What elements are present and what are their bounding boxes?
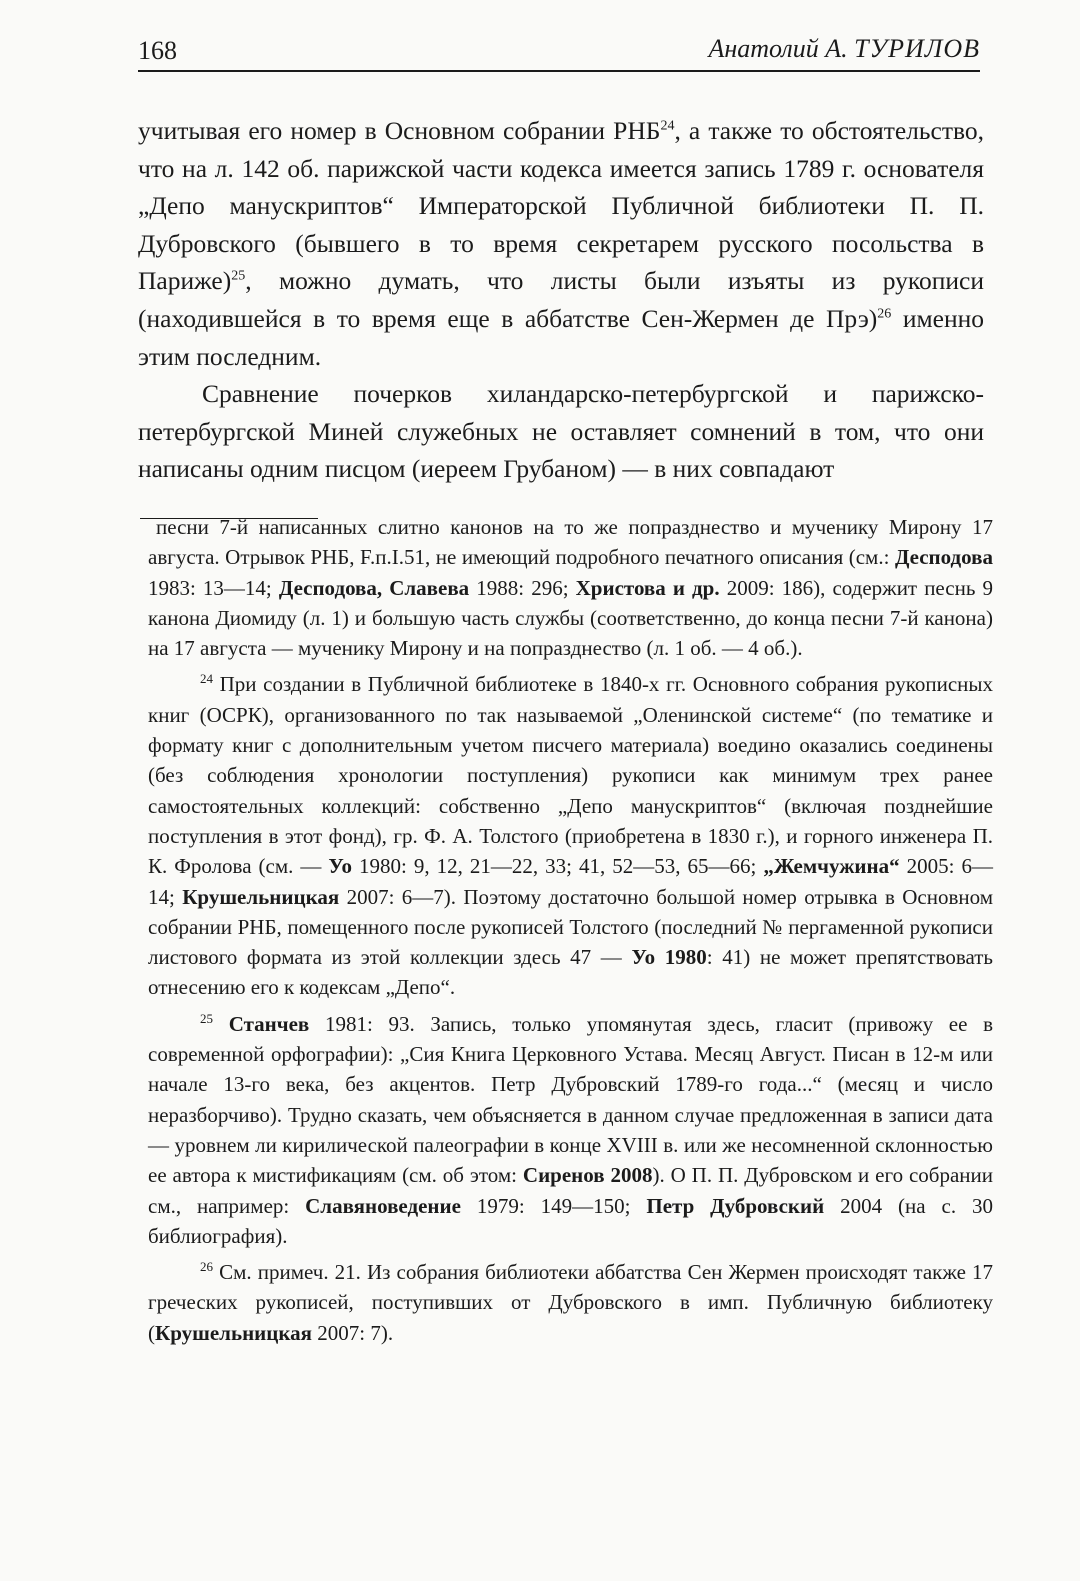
text-run: 1979: 149—150; (460, 1193, 647, 1218)
text-run: 2007: 7). (312, 1320, 394, 1345)
citation: Петр Дубровский (646, 1193, 825, 1218)
footnote-number: 24 (200, 671, 214, 687)
citation: Десподова (894, 545, 993, 570)
citation: Славяноведение (305, 1193, 461, 1218)
text-run: 1983: 13—14; (148, 575, 279, 600)
text-run: учитывая его номер в Основном собрании РНБ (138, 116, 661, 145)
citation: Уо 1980 (631, 945, 707, 970)
citation: Сиренов 2008 (522, 1163, 653, 1188)
paragraph-1 (138, 112, 984, 375)
text-run: 2005: 6—14; (148, 854, 993, 909)
text-run: 2004 (на с. 30 библиография). (148, 1193, 994, 1248)
text-run: песни 7-й написанных слитно канонов на то же попразднество и мученику Мирону 17 августа. Отрывок РНБ, F.п.I.51, не имеющий подробного печатного описания (см.: (148, 515, 993, 570)
text-run: 2009: 186), содержит песнь 9 канона Диомиду (л. 1) и большую часть службы (соответственно, до конца песни 7-й канона) на 17 августа — мученику Мирону и на попразднество (л. 1 об. — 4 об.). (148, 575, 994, 661)
text-run: , можно думать, что листы были изъяты из рукописи (находившейся в то время еще в аббатстве Сен-Жермен де Прэ) (138, 266, 984, 333)
footnote-26 (148, 1257, 993, 1348)
footnotes (148, 512, 993, 1354)
footnote-continuation (148, 512, 993, 663)
citation: Станчев (213, 1011, 310, 1036)
running-header (138, 22, 980, 72)
citation: „Жемчужина“ (763, 854, 900, 879)
author-surname: ТУРИЛОВ (854, 34, 980, 63)
running-head-author (708, 34, 980, 64)
paragraph-2: Сравнение почерков хиландарско-петербургской и парижско-петербургской Миней служебных не оставляет сомнений в том, что они написаны одним писцом (иереем Грубаном) — в них совпадают (138, 379, 984, 484)
footnote-number: 26 (200, 1259, 214, 1275)
citation: Крушельницкая (155, 1320, 313, 1345)
citation: Десподова, Славева (278, 575, 470, 600)
footnote-24 (148, 669, 993, 1002)
text-run: См. примеч. 21. Из собрания библиотеки аббатства Сен Жермен происходят также 17 греческих рукописей, поступивших от Дубровского в имп. Публичную библиотеку ( (148, 1260, 993, 1345)
footnote-ref-24: 24 (660, 118, 675, 134)
text-run: ). О П. П. Дубровском и его собрании см., например: (148, 1163, 993, 1218)
text-run: , а также то обстоятельство, что на л. 142 об. парижской части кодекса имеется запись 1789 г. основателя „Депо манускриптов“ Императорской Публичной библиотеки П. П. Дубровского (бывшего в то время секретарем русского посольства в Париже) (138, 116, 984, 296)
footnote-ref-25: 25 (231, 268, 246, 284)
citation: Уо (328, 854, 353, 879)
text-run: 1981: 93. Запись, только упомянутая здесь, гласит (привожу ее в современной орфографии): „Сия Книга Церковного Устава. Месяц Август. Писан в 12-м или начале 13-го века, без акцентов. Петр Дубровский 1789-го года...“ (месяц и число неразборчиво). Трудно сказать, чем объясняется в данном случае предложенная в записи дата — уровнем ли кирилической палеографии в конце XVIII в. или же несомненной склонностью ее автора к мистификациям (см. об этом: (148, 1011, 993, 1188)
footnote-25 (148, 1009, 993, 1251)
citation: Крушельницкая (182, 884, 340, 909)
text-run: 2007: 6—7). Поэтому достаточно большой номер отрывка в Основном собрании РНБ, помещенного после рукописей Толстого (последний № пергаменной рукописи листового формата из этой коллекции здесь 47 — (148, 884, 994, 970)
text-run: именно этим последним. (138, 303, 984, 371)
footnote-number: 25 (200, 1010, 214, 1026)
text-run: При создании в Публичной библиотеке в 1840-х гг. Основного собрания рукописных книг (ОСРК), организованного по так называемой „Оленинской системе“ (по тематике и формату книг с дополнительным учетом писчего материала) воедино оказались соединены (без соблюдения хронологии поступления) рукописи как минимум трех ранее самостоятельных коллекций: собственно „Депо манускриптов“ (включая позднейшие поступления в этот фонд), гр. Ф. А. Толстого (приобретена в 1830 г.), и горного инженера П. К. Фролова (см. — (148, 672, 993, 879)
citation: Христова и др. (575, 575, 720, 600)
page-number: 168 (138, 36, 177, 65)
text-run: 1980: 9, 12, 21—22, 33; 41, 52—53, 65—66; (352, 854, 764, 879)
footnote-ref-26: 26 (877, 306, 892, 322)
text-run: 1988: 296; (469, 575, 576, 600)
main-text (138, 112, 984, 488)
text-run: : 41) не может препятствовать отнесению его к кодексам „Депо“. (148, 945, 994, 1000)
author-name: Анатолий А. (708, 34, 848, 63)
